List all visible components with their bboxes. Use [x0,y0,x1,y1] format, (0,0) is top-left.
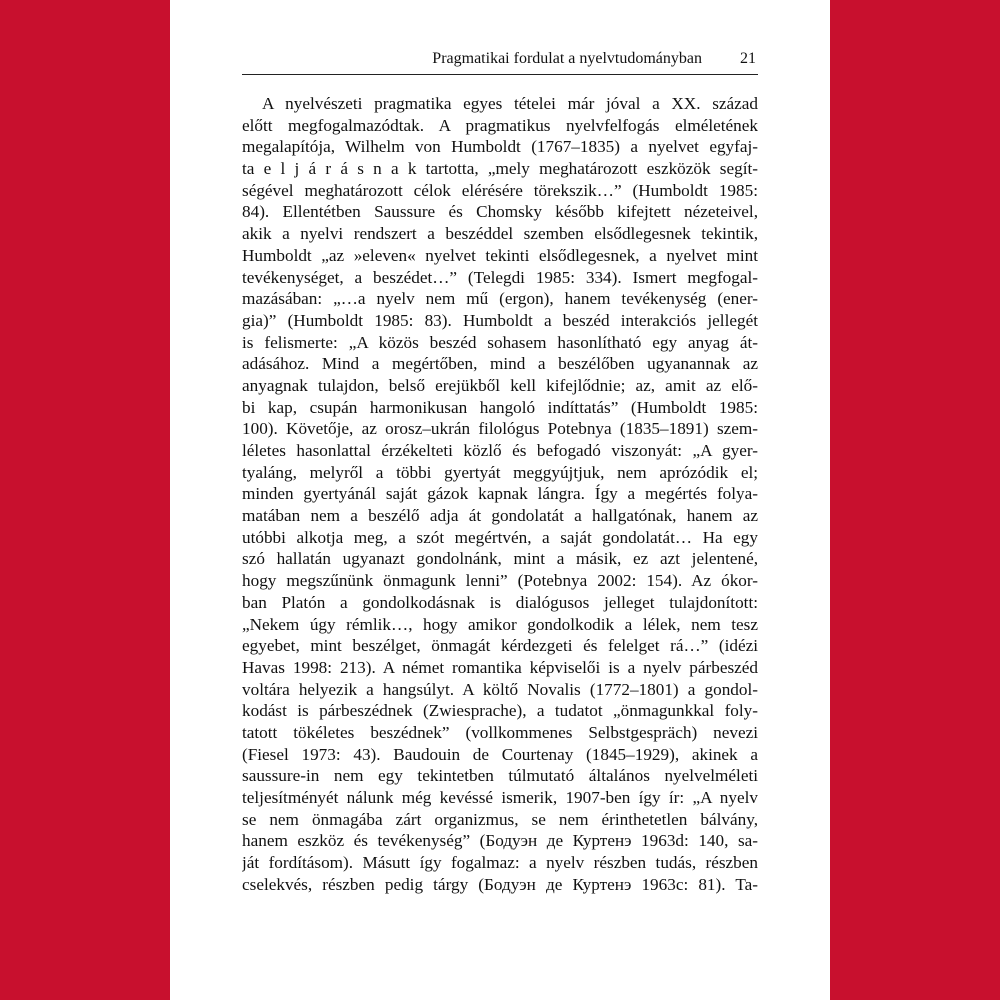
text-line: Havas 1998: 213). A német romantika képviselői is a nyelv párbeszéd [242,657,758,677]
text-line: matában nem a beszélő adja át gondolatát a hallgatónak, hanem az [242,506,758,526]
text-line: (Fiesel 1973: 43). Baudouin de Courtenay (1845–1929), akinek a [242,744,758,764]
text-line: tyaláng, melyről a többi gyertyát meggyújtjuk, nem aprózódik el; [242,462,758,482]
text-line: előtt megfogalmazódtak. A pragmatikus nyelvfelfogás elméletének [242,115,758,135]
text-line: anyagnak tulajdon, belső erejükből kell kifejlődnie; az, amit az elő- [242,375,758,395]
text-line: gia)” (Humboldt 1985: 83). Humboldt a beszéd interakciós jellegét [242,310,758,330]
page-header [242,50,758,75]
text-line: hanem eszköz és tevékenység” (Бодуэн де Куртенэ 1963d: 140, sa- [242,831,758,851]
text-line: adásához. Mind a megértőben, mind a beszélőben ugyanannak az [242,354,758,374]
text-line: A nyelvészeti pragmatika egyes tételei már jóval a XX. század [262,94,758,113]
text-line: akik a nyelvi rendszert a beszéddel szemben elsődlegesnek tekintik, [242,224,758,244]
text-line: bi kap, csupán harmonikusan hangoló indíttatás” (Humboldt 1985: [242,397,758,417]
text-line: hogy megszűnünk önmagunk lenni” (Potebnya 2002: 154). Az ókor- [242,571,758,591]
text-line: ta e l j á r á s n a k tartotta, „mely meghatározott eszközök segít- [242,159,758,179]
text-line: ségével meghatározott célok elérésére törekszik…” (Humboldt 1985: [242,180,758,200]
text-line: se nem önmagába zárt organizmus, se nem érinthetetlen bálvány, [242,809,758,829]
text-line: Humboldt „az »eleven« nyelvet tekinti elsődlegesnek, a nyelvet mint [242,245,758,265]
text-line: tatott tökéletes beszédnek” (vollkommenes Selbstgespräch) nevezi [242,722,758,742]
text-line: ban Platón a gondolkodásnak is dialógusos jelleget tulajdonított: [242,592,758,612]
text-line: 100). Követője, az orosz–ukrán filológus Potebnya (1835–1891) szem- [242,419,758,439]
text-line: cselekvés, részben pedig tárgy (Бодуэн де Куртенэ 1963c: 81). Ta- [242,874,758,894]
book-page [170,0,830,1000]
text-line: utóbbi alkotja meg, a szót megértvén, a saját gondolatát… Ha egy [242,527,758,547]
text-line: mazásában: „…a nyelv nem mű (ergon), hanem tevékenység (ener- [242,289,758,309]
text-line: kodást is párbeszédnek (Zwiesprache), a tudatot „önmagunkkal foly- [242,701,758,721]
running-title: Pragmatikai fordulat a nyelvtudományban [432,50,702,67]
page-number: 21 [740,50,756,67]
body-text [242,93,758,895]
text-line: „Nekem úgy rémlik…, hogy amikor gondolkodik a lélek, nem tesz [242,614,758,634]
text-line: ját fordításom). Másutt így fogalmaz: a nyelv részben tudás, részben [242,853,758,873]
text-line: voltára helyezik a hangsúlyt. A költő Novalis (1772–1801) a gondol- [242,679,758,699]
text-line: teljesítményét nálunk még kevéssé ismerik, 1907-ben így ír: „A nyelv [242,788,758,807]
text-line: tevékenységet, a beszédet…” (Telegdi 1985: 334). Ismert megfogal- [242,267,758,287]
text-line: egyebet, mint beszélget, önmagát kérdezgeti és felelget rá…” (idézi [242,636,758,656]
text-line: léletes hasonlattal érzékelteti közlő és befogadó viszonyát: „A gyer- [242,441,758,460]
text-line: is felismerte: „A közös beszéd sohasem hasonlítható egy anyag át- [242,332,758,352]
text-line: szó hallatán ugyanazt gondolnánk, mint a másik, ez azt jelentené, [242,549,758,569]
text-line: minden gyertyánál saját gázok kapnak lángra. Így a megértés folya- [242,484,758,504]
text-line: megalapítója, Wilhelm von Humboldt (1767–1835) a nyelvet egyfaj- [242,137,758,157]
text-line: 84). Ellentétben Saussure és Chomsky később kifejtett nézeteivel, [242,202,758,222]
text-line: saussure-in nem egy tekintetben túlmutató általános nyelvelméleti [242,766,758,786]
